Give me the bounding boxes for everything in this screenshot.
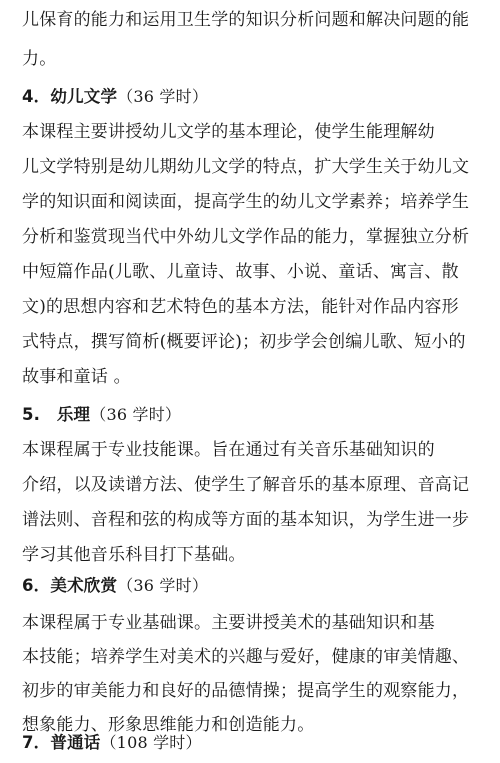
section-title: 6．美术欣赏	[22, 576, 118, 595]
paragraph-line: 本课程属于专业技能课。旨在通过有关音乐基础知识的	[22, 440, 435, 460]
section-title: 7．普通话	[22, 733, 101, 752]
section-title: 4．幼儿文学	[22, 87, 118, 106]
section-hours: （108 学时）	[100, 733, 202, 752]
section-hours: （36 学时）	[117, 87, 209, 106]
section-title: 5. 乐理	[22, 405, 91, 424]
paragraph-line: 故事和童话 。	[22, 367, 131, 387]
section-heading-7	[22, 726, 202, 760]
paragraph-line: 学的知识面和阅读面，提高学生的幼儿文学素养；培养学生	[22, 192, 470, 212]
paragraph-line: 文)的思想内容和艺术特色的基本方法，能针对作品内容形	[22, 297, 459, 317]
section-heading-4	[22, 80, 208, 114]
intro-line: 力。	[22, 49, 57, 69]
paragraph-line: 本技能；培养学生对美术的兴趣与爱好，健康的审美情趣、	[22, 647, 470, 667]
section-heading-6	[22, 569, 208, 603]
paragraph-line: 本课程主要讲授幼儿文学的基本理论，使学生能理解幼	[22, 122, 435, 142]
intro-line: 儿保育的能力和运用卫生学的知识分析问题和解决问题的能	[22, 10, 470, 30]
section-hours: （36 学时）	[117, 576, 209, 595]
paragraph-line: 本课程属于专业基础课。主要讲授美术的基础知识和基	[22, 613, 435, 633]
section-hours: （36 学时）	[90, 405, 182, 424]
paragraph-line: 中短篇作品(儿歌、儿童诗、故事、小说、童话、寓言、散	[22, 262, 459, 282]
paragraph-line: 介绍，以及读谱方法、使学生了解音乐的基本原理、音高记	[22, 475, 470, 495]
paragraph-line: 分析和鉴赏现当代中外幼儿文学作品的能力，掌握独立分析	[22, 227, 470, 247]
section-heading-5	[22, 398, 181, 432]
paragraph-line: 式特点，撰写简析(概要评论)；初步学会创编儿歌、短小的	[22, 332, 466, 352]
paragraph-line: 谱法则、音程和弦的构成等方面的基本知识，为学生进一步	[22, 510, 470, 530]
paragraph-line: 学习其他音乐科目打下基础。	[22, 545, 246, 565]
paragraph-line: 儿文学特别是幼儿期幼儿文学的特点，扩大学生关于幼儿文	[22, 157, 470, 177]
paragraph-line: 初步的审美能力和良好的品德情操；提高学生的观察能力，	[22, 681, 470, 701]
paragraph-line: 想象能力、形象思维能力和创造能力。	[22, 715, 315, 735]
